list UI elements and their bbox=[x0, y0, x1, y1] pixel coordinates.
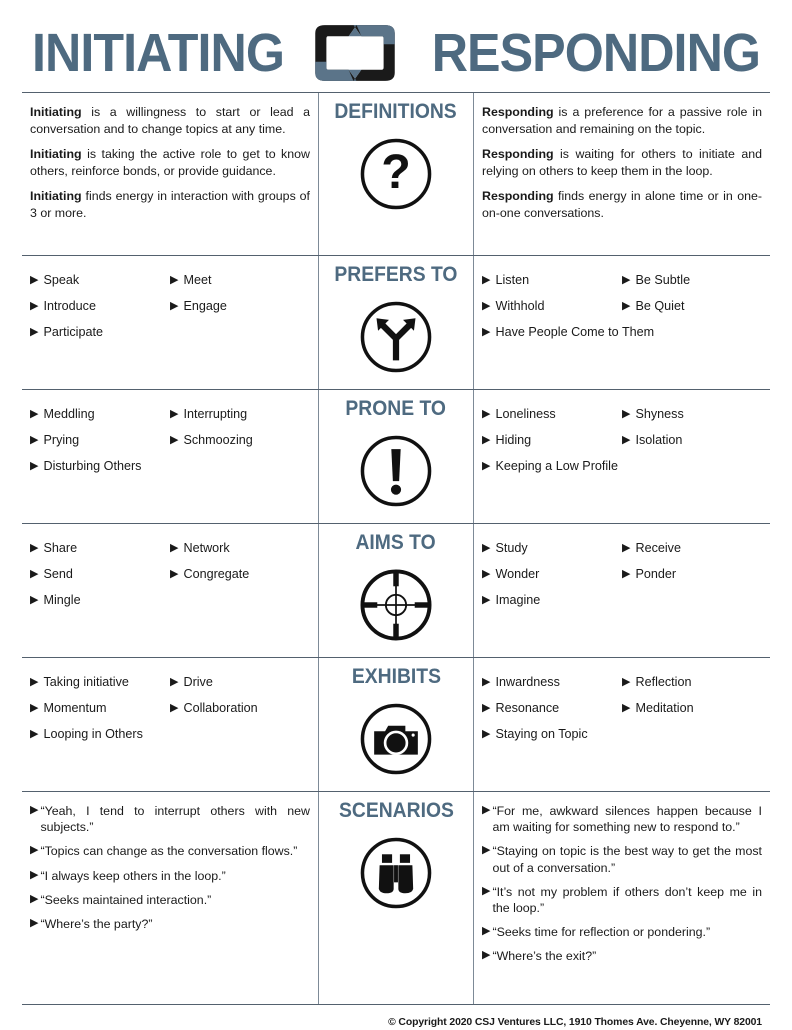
trait-item bbox=[482, 319, 762, 345]
trait-label: Interrupting bbox=[183, 406, 248, 421]
trait-label: Meditation bbox=[635, 700, 694, 715]
trait-label: Mingle bbox=[43, 592, 81, 607]
question-mark-circle-icon bbox=[357, 135, 435, 218]
initiating-cell bbox=[22, 524, 319, 657]
trait-item bbox=[30, 319, 310, 345]
trait-item bbox=[482, 669, 622, 695]
bullet-triangle-icon: ▶ bbox=[482, 727, 491, 740]
scenario-quote: “I always keep others in the loop.” bbox=[40, 868, 226, 883]
definition-rest: is taking the active role to get to know others, reinforce bonds, or provide guidance. bbox=[30, 147, 310, 178]
responding-cell bbox=[473, 658, 770, 791]
trait-label: Be Quiet bbox=[635, 298, 685, 313]
trait-item bbox=[482, 427, 622, 453]
trait-label: Engage bbox=[183, 298, 227, 313]
bullet-triangle-icon: ▶ bbox=[30, 407, 39, 420]
trait-item bbox=[30, 427, 170, 453]
bullet-triangle-icon: ▶ bbox=[482, 949, 491, 962]
category-label: DEFINITIONS bbox=[334, 100, 458, 123]
scenario-item bbox=[482, 843, 762, 875]
category-label: PREFERS TO bbox=[334, 263, 458, 286]
scenario-quote: “For me, awkward silences happen because I am waiting for something new to respond to.” bbox=[492, 804, 762, 835]
trait-list bbox=[482, 669, 762, 747]
trait-item bbox=[170, 535, 310, 561]
comparison-grid bbox=[22, 92, 770, 1004]
comparison-row bbox=[22, 523, 770, 657]
fork-arrows-circle-icon bbox=[357, 298, 435, 381]
scenario-item bbox=[30, 916, 310, 932]
bullet-triangle-icon: ▶ bbox=[482, 593, 491, 606]
scenario-list bbox=[482, 803, 762, 964]
bullet-triangle-icon: ▶ bbox=[30, 459, 39, 472]
trait-label: Ponder bbox=[635, 566, 677, 581]
trait-item bbox=[482, 587, 762, 613]
definition-paragraph bbox=[482, 104, 762, 137]
csj-logo-icon bbox=[307, 22, 403, 84]
camera-circle-icon bbox=[357, 700, 435, 783]
bullet-triangle-icon: ▶ bbox=[30, 273, 39, 286]
trait-item bbox=[622, 535, 762, 561]
trait-label: Have People Come to Them bbox=[495, 324, 655, 339]
trait-item bbox=[482, 401, 622, 427]
bullet-triangle-icon: ▶ bbox=[622, 701, 631, 714]
trait-list bbox=[30, 669, 310, 747]
trait-label: Hiding bbox=[495, 432, 532, 447]
scenario-quote: “Where’s the party?” bbox=[40, 916, 153, 931]
bullet-triangle-icon: ▶ bbox=[622, 433, 631, 446]
definition-lead: Initiating bbox=[30, 189, 82, 203]
trait-item bbox=[170, 561, 310, 587]
bullet-triangle-icon: ▶ bbox=[30, 701, 39, 714]
category-label: SCENARIOS bbox=[338, 799, 454, 823]
trait-label: Looping in Others bbox=[43, 726, 143, 741]
trait-item bbox=[30, 401, 170, 427]
bullet-triangle-icon: ▶ bbox=[170, 567, 179, 580]
comparison-row bbox=[22, 92, 770, 255]
bullet-triangle-icon: ▶ bbox=[30, 868, 39, 881]
trait-item bbox=[30, 669, 170, 695]
trait-list bbox=[482, 267, 762, 345]
comparison-row bbox=[22, 389, 770, 523]
trait-item bbox=[30, 267, 170, 293]
category-cell bbox=[319, 93, 473, 255]
scenario-quote: “Seeks time for reflection or pondering.” bbox=[492, 924, 711, 939]
responding-cell bbox=[473, 792, 770, 1004]
trait-label: Participate bbox=[43, 324, 103, 339]
definition-paragraph bbox=[30, 188, 310, 221]
trait-label: Introduce bbox=[43, 298, 96, 313]
category-label: PRONE TO bbox=[345, 397, 447, 421]
definition-paragraph bbox=[30, 104, 310, 137]
definition-lead: Initiating bbox=[30, 147, 82, 161]
category-label: EXHIBITS bbox=[351, 665, 441, 689]
bullet-triangle-icon: ▶ bbox=[30, 675, 39, 688]
initiating-cell bbox=[22, 792, 319, 1004]
trait-item bbox=[170, 401, 310, 427]
trait-label: Be Subtle bbox=[635, 272, 691, 287]
trait-list bbox=[30, 535, 310, 613]
trait-item bbox=[170, 427, 310, 453]
bullet-triangle-icon: ▶ bbox=[30, 804, 39, 817]
trait-label: Inwardness bbox=[495, 674, 560, 689]
trait-label: Listen bbox=[495, 272, 530, 287]
category-cell bbox=[319, 658, 473, 791]
category-cell bbox=[319, 256, 473, 389]
trait-item bbox=[482, 453, 762, 479]
bullet-triangle-icon: ▶ bbox=[622, 273, 631, 286]
scenario-item bbox=[482, 948, 762, 964]
trait-label: Collaboration bbox=[183, 700, 258, 715]
category-cell bbox=[319, 390, 473, 523]
definition-lead: Responding bbox=[482, 147, 554, 161]
trait-label: Loneliness bbox=[495, 406, 556, 421]
bullet-triangle-icon: ▶ bbox=[30, 299, 39, 312]
trait-label: Congregate bbox=[183, 566, 250, 581]
scenario-quote: “Where’s the exit?” bbox=[492, 949, 597, 964]
exclamation-circle-icon bbox=[357, 432, 435, 515]
bullet-triangle-icon: ▶ bbox=[170, 407, 179, 420]
trait-item bbox=[622, 293, 762, 319]
definition-lead: Initiating bbox=[30, 105, 82, 119]
trait-item bbox=[30, 587, 310, 613]
page-title-left: INITIATING bbox=[32, 23, 285, 83]
bullet-triangle-icon: ▶ bbox=[482, 567, 491, 580]
trait-label: Resonance bbox=[495, 700, 560, 715]
definition-lead: Responding bbox=[482, 105, 554, 119]
trait-label: Schmoozing bbox=[183, 432, 253, 447]
scenario-quote: “Seeks maintained interaction.” bbox=[40, 892, 212, 907]
scenario-quote: “Topics can change as the conversation flows.” bbox=[40, 844, 298, 859]
definition-paragraph bbox=[482, 188, 762, 221]
scenario-quote: “Yeah, I tend to interrupt others with new subjects.” bbox=[40, 804, 310, 835]
comparison-row bbox=[22, 791, 770, 1004]
bullet-triangle-icon: ▶ bbox=[482, 407, 491, 420]
definition-paragraph bbox=[30, 146, 310, 179]
crosshair-target-icon bbox=[357, 566, 435, 649]
trait-label: Study bbox=[495, 540, 528, 555]
page-title-right: RESPONDING bbox=[431, 23, 760, 83]
trait-item bbox=[622, 669, 762, 695]
trait-label: Receive bbox=[635, 540, 681, 555]
trait-label: Momentum bbox=[43, 700, 107, 715]
definition-rest: is a preference for a passive role in conversation and remaining on the topic. bbox=[482, 105, 762, 136]
bullet-triangle-icon: ▶ bbox=[30, 433, 39, 446]
bullet-triangle-icon: ▶ bbox=[170, 273, 179, 286]
bullet-triangle-icon: ▶ bbox=[170, 701, 179, 714]
bullet-triangle-icon: ▶ bbox=[482, 541, 491, 554]
trait-label: Staying on Topic bbox=[495, 726, 588, 741]
scenario-item bbox=[30, 892, 310, 908]
scenario-quote: “Staying on topic is the best way to get the most out of a conversation.” bbox=[492, 844, 762, 875]
bullet-triangle-icon: ▶ bbox=[30, 844, 39, 857]
bullet-triangle-icon: ▶ bbox=[482, 804, 491, 817]
trait-list bbox=[482, 535, 762, 613]
trait-label: Isolation bbox=[635, 432, 683, 447]
bullet-triangle-icon: ▶ bbox=[482, 884, 491, 897]
trait-item bbox=[482, 267, 622, 293]
bullet-triangle-icon: ▶ bbox=[30, 916, 39, 929]
initiating-cell bbox=[22, 256, 319, 389]
trait-item bbox=[622, 561, 762, 587]
definition-rest: is a willingness to start or lead a conversation and to change topics at any time. bbox=[30, 105, 310, 136]
trait-item bbox=[482, 721, 762, 747]
trait-item bbox=[170, 695, 310, 721]
trait-list bbox=[482, 401, 762, 479]
bullet-triangle-icon: ▶ bbox=[482, 325, 491, 338]
bullet-triangle-icon: ▶ bbox=[170, 541, 179, 554]
trait-item bbox=[622, 427, 762, 453]
trait-item bbox=[30, 695, 170, 721]
trait-item bbox=[30, 561, 170, 587]
definition-rest: finds energy in interaction with groups of 3 or more. bbox=[30, 189, 310, 220]
category-label: AIMS TO bbox=[355, 531, 437, 555]
trait-item bbox=[482, 695, 622, 721]
initiating-cell bbox=[22, 93, 319, 255]
bullet-triangle-icon: ▶ bbox=[482, 924, 491, 937]
trait-label: Meddling bbox=[43, 406, 95, 421]
bullet-triangle-icon: ▶ bbox=[30, 727, 39, 740]
trait-label: Disturbing Others bbox=[43, 458, 142, 473]
responding-cell bbox=[473, 524, 770, 657]
comparison-row bbox=[22, 657, 770, 791]
trait-item bbox=[170, 293, 310, 319]
trait-label: Speak bbox=[43, 272, 80, 287]
trait-item bbox=[30, 721, 310, 747]
trait-item bbox=[30, 453, 310, 479]
scenario-item bbox=[482, 924, 762, 940]
trait-label: Wonder bbox=[495, 566, 540, 581]
trait-list bbox=[30, 267, 310, 345]
responding-cell bbox=[473, 256, 770, 389]
trait-item bbox=[30, 535, 170, 561]
trait-label: Taking initiative bbox=[43, 674, 129, 689]
trait-label: Imagine bbox=[495, 592, 541, 607]
bullet-triangle-icon: ▶ bbox=[30, 892, 39, 905]
bullet-triangle-icon: ▶ bbox=[482, 273, 491, 286]
scenario-item bbox=[30, 843, 310, 859]
trait-item bbox=[622, 267, 762, 293]
trait-label: Drive bbox=[183, 674, 213, 689]
responding-cell bbox=[473, 390, 770, 523]
bullet-triangle-icon: ▶ bbox=[482, 844, 491, 857]
responding-cell bbox=[473, 93, 770, 255]
bullet-triangle-icon: ▶ bbox=[170, 675, 179, 688]
scenario-item bbox=[30, 803, 310, 835]
definition-rest: finds energy in alone time or in one-on-one conversations. bbox=[482, 189, 762, 220]
svg-text:?: ? bbox=[381, 145, 411, 200]
category-cell bbox=[319, 524, 473, 657]
bullet-triangle-icon: ▶ bbox=[170, 433, 179, 446]
trait-label: Meet bbox=[183, 272, 212, 287]
page-header bbox=[22, 0, 770, 92]
bullet-triangle-icon: ▶ bbox=[482, 459, 491, 472]
bullet-triangle-icon: ▶ bbox=[622, 675, 631, 688]
trait-list bbox=[30, 401, 310, 479]
binoculars-circle-icon bbox=[357, 834, 435, 917]
footer bbox=[22, 1004, 770, 1030]
definition-rest: is waiting for others to initiate and relying on others to keep them in the loop. bbox=[482, 147, 762, 178]
trait-label: Withhold bbox=[495, 298, 545, 313]
scenario-quote: “It’s not my problem if others don’t keep me in the loop.” bbox=[492, 884, 762, 915]
bullet-triangle-icon: ▶ bbox=[170, 299, 179, 312]
trait-item bbox=[482, 535, 622, 561]
trait-label: Reflection bbox=[635, 674, 692, 689]
bullet-triangle-icon: ▶ bbox=[30, 541, 39, 554]
trait-item bbox=[482, 293, 622, 319]
scenario-list bbox=[30, 803, 310, 932]
trait-item bbox=[30, 293, 170, 319]
trait-label: Network bbox=[183, 540, 230, 555]
bullet-triangle-icon: ▶ bbox=[622, 541, 631, 554]
bullet-triangle-icon: ▶ bbox=[622, 567, 631, 580]
definition-lead: Responding bbox=[482, 189, 554, 203]
trait-label: Shyness bbox=[635, 406, 684, 421]
trait-item bbox=[622, 695, 762, 721]
copyright-text: © Copyright 2020 CSJ Ventures LLC, 1910 Thomes Ave. Cheyenne, WY 82001 bbox=[388, 1017, 762, 1029]
scenario-item bbox=[30, 868, 310, 884]
definition-paragraph bbox=[482, 146, 762, 179]
bullet-triangle-icon: ▶ bbox=[482, 433, 491, 446]
bullet-triangle-icon: ▶ bbox=[30, 567, 39, 580]
bullet-triangle-icon: ▶ bbox=[622, 299, 631, 312]
trait-label: Share bbox=[43, 540, 78, 555]
trait-label: Keeping a Low Profile bbox=[495, 458, 618, 473]
trait-item bbox=[482, 561, 622, 587]
comparison-row bbox=[22, 255, 770, 389]
trait-item bbox=[170, 669, 310, 695]
bullet-triangle-icon: ▶ bbox=[622, 407, 631, 420]
bullet-triangle-icon: ▶ bbox=[482, 299, 491, 312]
scenario-item bbox=[482, 803, 762, 835]
scenario-item bbox=[482, 884, 762, 916]
trait-item bbox=[170, 267, 310, 293]
initiating-cell bbox=[22, 658, 319, 791]
category-cell bbox=[319, 792, 473, 1004]
trait-label: Prying bbox=[43, 432, 80, 447]
bullet-triangle-icon: ▶ bbox=[30, 325, 39, 338]
trait-label: Send bbox=[43, 566, 73, 581]
trait-item bbox=[622, 401, 762, 427]
bullet-triangle-icon: ▶ bbox=[482, 701, 491, 714]
bullet-triangle-icon: ▶ bbox=[30, 593, 39, 606]
bullet-triangle-icon: ▶ bbox=[482, 675, 491, 688]
initiating-cell bbox=[22, 390, 319, 523]
